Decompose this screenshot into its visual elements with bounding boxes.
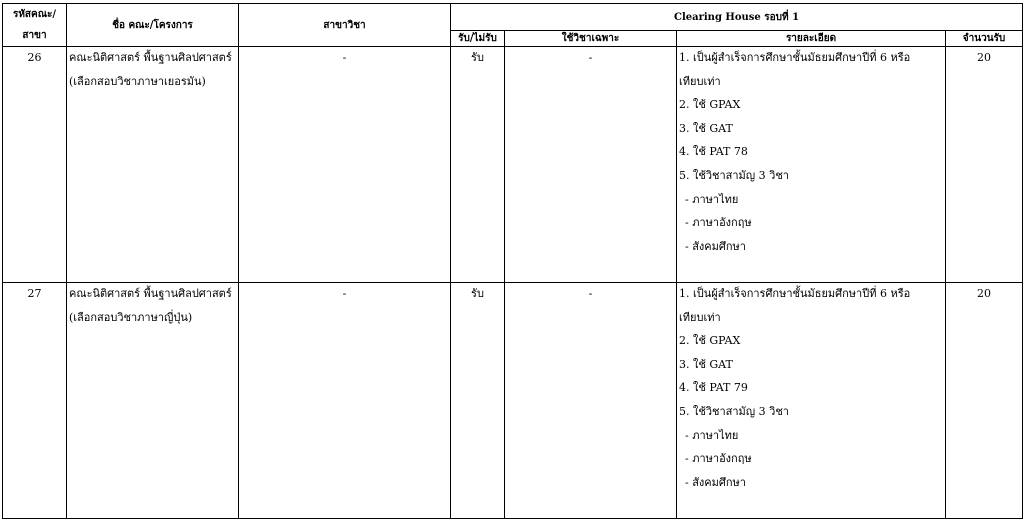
row-quota: 20: [977, 287, 992, 300]
detail-line: 4. ใช้ PAT 79: [679, 381, 748, 395]
row-code-cell: [3, 283, 67, 519]
detail-line: 3. ใช้ GAT: [679, 121, 733, 135]
header-quota: จำนวนรับ: [946, 31, 1023, 47]
detail-line: - ภาษาไทย: [685, 428, 739, 442]
header-code: [3, 4, 67, 47]
row-special: -: [588, 51, 593, 64]
detail-line: 5. ใช้วิชาสามัญ 3 วิชา: [679, 168, 789, 182]
header-name: ชื่อ คณะ/โครงการ: [67, 4, 239, 47]
header-major: สาขาวิชา: [239, 4, 451, 47]
table-row: [3, 283, 1023, 519]
table-row: [3, 47, 1023, 283]
row-accept: รับ: [471, 51, 484, 64]
detail-line: 4. ใช้ PAT 78: [679, 145, 748, 159]
admission-table: [2, 3, 1023, 519]
row-name-line: คณะนิติศาสตร์ พื้นฐานศิลปศาสตร์: [69, 51, 232, 64]
header-accept: รับ/ไม่รับ: [451, 31, 505, 47]
row-accept-cell: [451, 283, 505, 519]
header-code-line2: สาขา: [22, 30, 47, 41]
detail-line: 5. ใช้วิชาสามัญ 3 วิชา: [679, 404, 789, 418]
detail-line: เทียบเท่า: [679, 310, 721, 324]
row-quota: 20: [977, 51, 992, 64]
row-name-line: คณะนิติศาสตร์ พื้นฐานศิลปศาสตร์: [69, 287, 232, 300]
row-name-cell: [67, 283, 239, 519]
detail-line: - สังคมศึกษา: [685, 475, 746, 489]
detail-line: เทียบเท่า: [679, 74, 721, 88]
row-special-cell: [505, 47, 677, 283]
row-special: -: [588, 287, 593, 300]
row-code-cell: [3, 47, 67, 283]
detail-line: 2. ใช้ GPAX: [679, 334, 741, 348]
row-details-cell: [677, 283, 946, 519]
row-special-cell: [505, 283, 677, 519]
row-major-cell: [239, 47, 451, 283]
row-details-cell: [677, 47, 946, 283]
detail-line: - ภาษาอังกฤษ: [685, 452, 752, 466]
detail-line: 1. เป็นผู้สำเร็จการศึกษาชั้นมัธยมศึกษาปีที่ 6 หรือ: [679, 287, 911, 300]
row-name-line: (เลือกสอบวิชาภาษาเยอรมัน): [69, 74, 206, 88]
row-code: 27: [27, 287, 42, 300]
row-major-cell: [239, 283, 451, 519]
row-code: 26: [27, 51, 42, 64]
header-details: รายละเอียด: [677, 31, 946, 47]
detail-line: - สังคมศึกษา: [685, 239, 746, 253]
detail-line: 1. เป็นผู้สำเร็จการศึกษาชั้นมัธยมศึกษาปีที่ 6 หรือ: [679, 51, 911, 64]
header-clearing-house: Clearing House รอบที่ 1: [451, 4, 1023, 31]
row-quota-cell: [946, 283, 1023, 519]
detail-line: - ภาษาไทย: [685, 192, 739, 206]
detail-line: 2. ใช้ GPAX: [679, 98, 741, 112]
row-name-line: (เลือกสอบวิชาภาษาญี่ปุ่น): [69, 310, 193, 324]
row-accept: รับ: [471, 287, 484, 300]
row-accept-cell: [451, 47, 505, 283]
detail-line: 3. ใช้ GAT: [679, 357, 733, 371]
detail-line: - ภาษาอังกฤษ: [685, 216, 752, 230]
row-quota-cell: [946, 47, 1023, 283]
row-major: -: [342, 51, 347, 64]
header-code-line1: รหัสคณะ/: [12, 9, 57, 20]
row-major: -: [342, 287, 347, 300]
header-special: ใช้วิชาเฉพาะ: [505, 31, 677, 47]
row-name-cell: [67, 47, 239, 283]
